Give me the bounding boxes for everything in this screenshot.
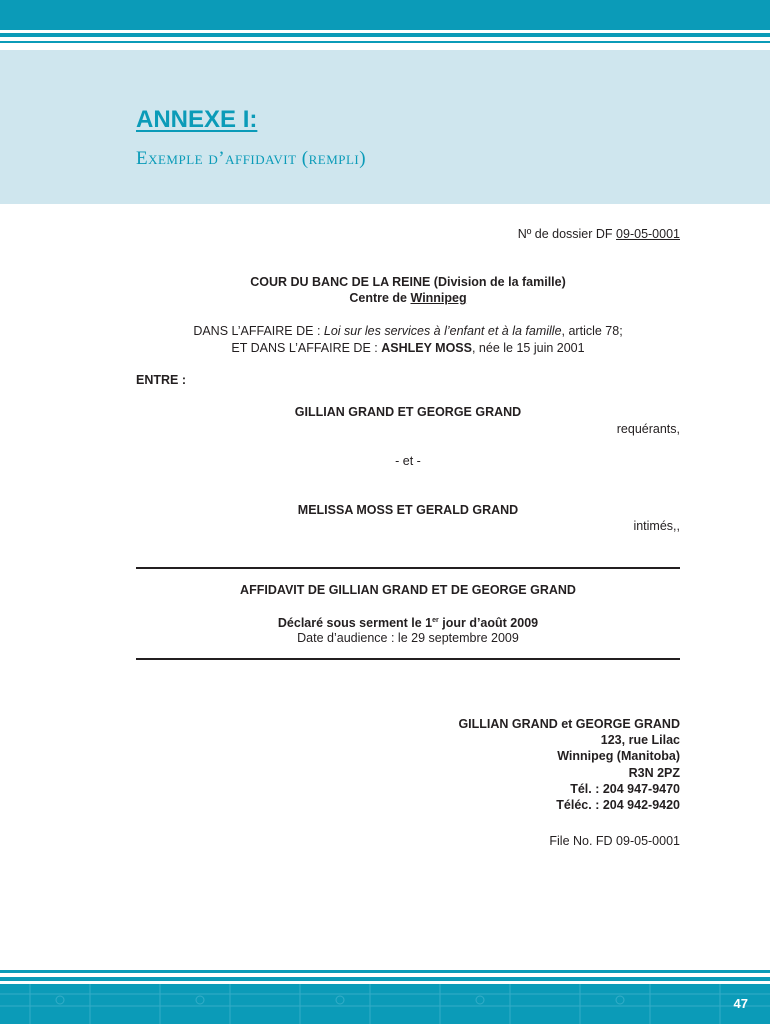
- matter2-prefix: ET DANS L’AFFAIRE DE :: [231, 341, 382, 355]
- respondents-role: intimés,,: [633, 519, 680, 533]
- bottom-decorative-band: [0, 970, 770, 1024]
- matter1-prefix: DANS L’AFFAIRE DE :: [193, 324, 324, 338]
- address-fax: Téléc. : 204 942-9420: [556, 798, 680, 812]
- matter-line-2: [136, 340, 680, 356]
- matter2-suffix: , née le 15 juin 2001: [471, 341, 585, 355]
- affidavit-document: [136, 0, 680, 1024]
- sworn-date: [136, 613, 680, 631]
- court-centre: [136, 290, 680, 306]
- and-separator: - et -: [395, 454, 421, 468]
- court-centre-prefix: Centre de: [349, 291, 411, 305]
- bottom-band-stripe-thin: [0, 970, 770, 973]
- address-city: Winnipeg (Manitoba): [557, 749, 680, 763]
- annex-title: ANNEXE I:: [136, 106, 258, 133]
- bottom-band-pattern: [0, 984, 770, 1024]
- court-centre-city: Winnipeg: [410, 291, 467, 305]
- annex-subtitle: Exemple d’affidavit (rempli): [136, 148, 367, 169]
- court-name: COUR DU BANC DE LA REINE (Division de la famille): [250, 275, 566, 289]
- respondents-names: MELISSA MOSS ET GERALD GRAND: [297, 503, 519, 517]
- bottom-band-stripe: [0, 977, 770, 981]
- sworn-suffix: jour d’août 2009: [438, 616, 539, 631]
- hearing-date: Date d’audience : le 29 septembre 2009: [297, 631, 519, 645]
- address-phone: Tél. : 204 947-9470: [570, 782, 680, 796]
- matter-line-1: [136, 323, 680, 339]
- file-number-english: File No. FD 09-05-0001: [549, 834, 680, 848]
- sworn-sup: er: [432, 617, 439, 624]
- address-street: 123, rue Lilac: [600, 733, 680, 747]
- affidavit-title: AFFIDAVIT DE GILLIAN GRAND ET DE GEORGE GRAND: [240, 583, 576, 597]
- file-number-line: [136, 226, 680, 242]
- address-names: GILLIAN GRAND et GEORGE GRAND: [458, 717, 680, 731]
- matter1-suffix: , article 78;: [561, 324, 623, 338]
- page-number: 47: [733, 996, 748, 1011]
- matter1-law: Loi sur les services à l’enfant et à la famille: [323, 324, 562, 338]
- file-number: 09-05-0001: [616, 227, 680, 241]
- between-label: ENTRE :: [136, 373, 186, 387]
- file-number-label: Nº de dossier DF: [517, 227, 617, 241]
- matter2-name: ASHLEY MOSS: [381, 341, 472, 355]
- applicants-names: GILLIAN GRAND ET GEORGE GRAND: [294, 405, 522, 419]
- bottom-rule: [136, 658, 680, 660]
- top-rule: [136, 567, 680, 569]
- address-postal: R3N 2PZ: [628, 766, 680, 780]
- sworn-prefix: Déclaré sous serment le 1: [277, 616, 433, 631]
- applicants-role: requérants,: [616, 422, 680, 436]
